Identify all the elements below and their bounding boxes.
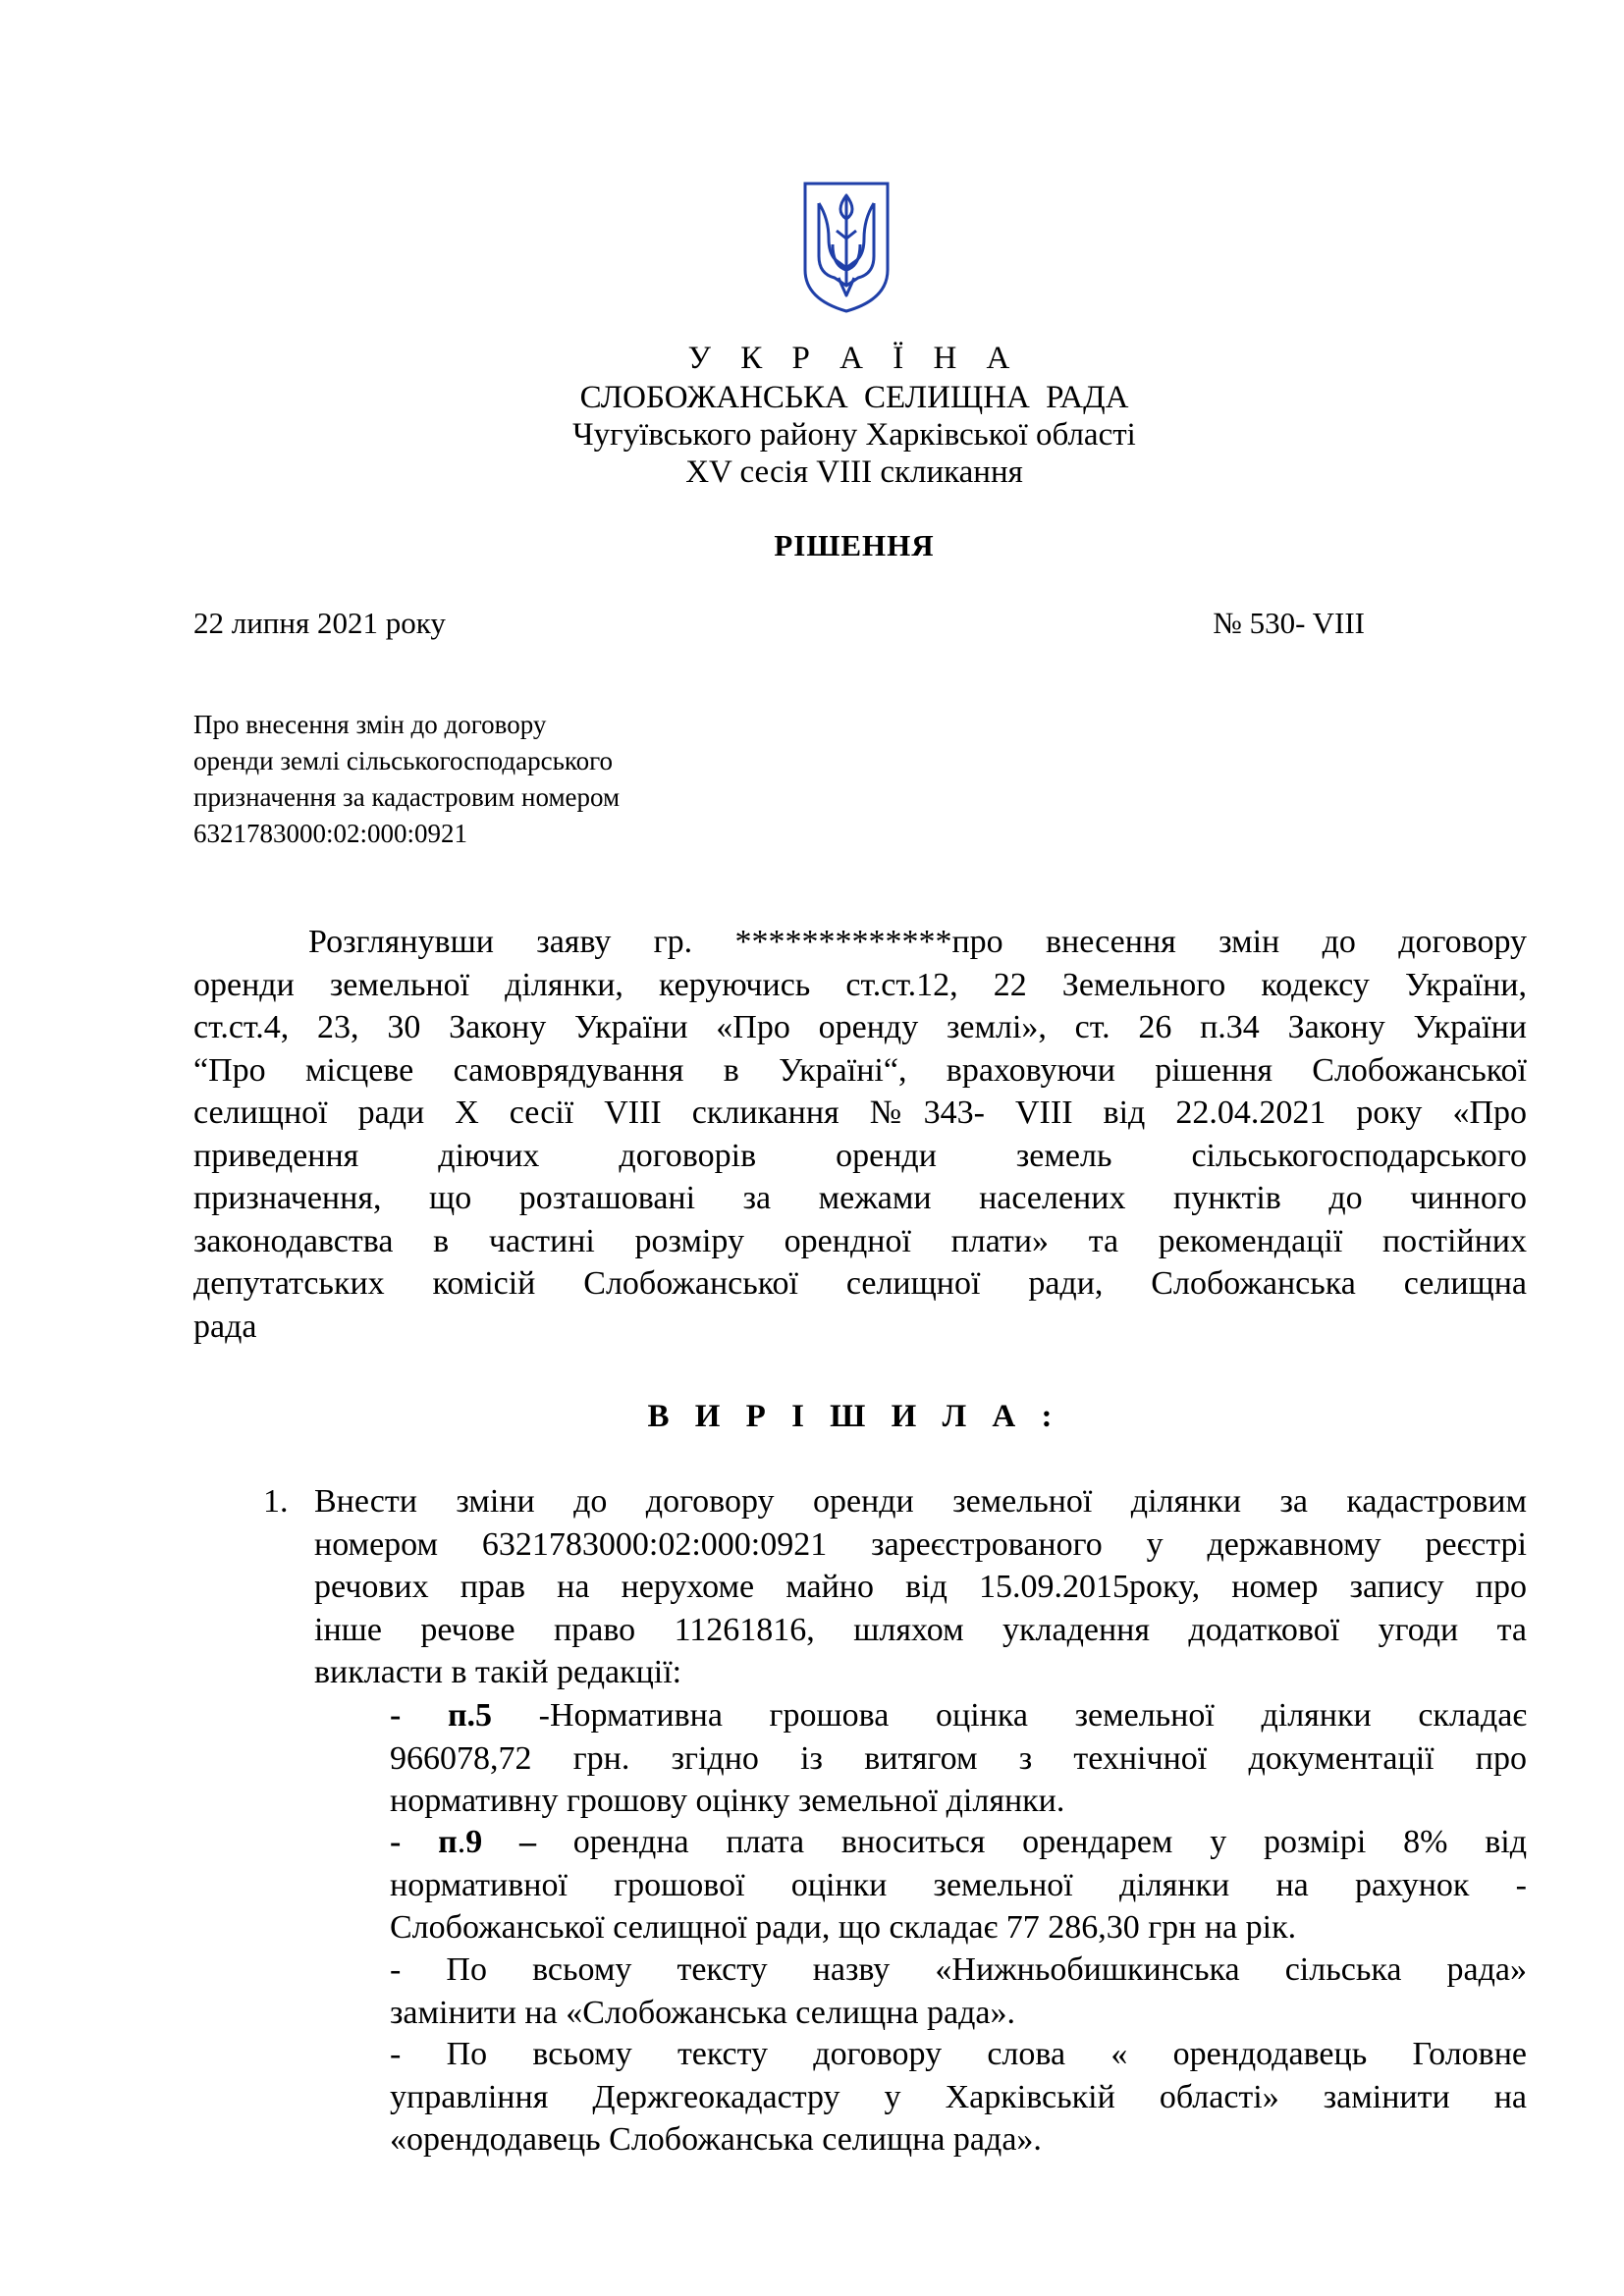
preamble-line: ст.ст.4, 23, 30 Закону України «Про оренду землі», ст. 26 п.34 Закону України	[193, 1009, 1527, 1045]
item-number: 1.	[263, 1483, 289, 1520]
subitem-text: орендна плата вноситься орендарем у розмірі 8% від	[535, 1824, 1527, 1860]
preamble-line: призначення, що розташовані за межами населених пунктів до чинного	[193, 1180, 1527, 1216]
item-line: Внести зміни до договору оренди земельної ділянки за кадастровим	[314, 1483, 1527, 1520]
preamble-line: приведення діючих договорів оренди земель сільськогосподарського	[193, 1137, 1527, 1174]
preamble-line: законодавства в частині розміру орендної плати» та рекомендації постійних	[193, 1222, 1527, 1259]
preamble-line: рада	[193, 1308, 257, 1345]
coat-of-arms-icon	[801, 180, 892, 315]
subitem-line: Слобожанської селищної ради, що складає 77 286,30 грн на рік.	[390, 1909, 1297, 1946]
subject-line: Про внесення змін до договору	[193, 710, 547, 739]
council-heading: СЛОБОЖАНСЬКА СЕЛИЩНА РАДА	[579, 380, 1129, 415]
decision-subject	[193, 707, 783, 852]
decision-date: 22 липня 2021 року	[193, 606, 446, 640]
subject-line: 6321783000:02:000:0921	[193, 819, 468, 848]
session-heading: XV сесія VIII скликання	[685, 454, 1023, 490]
subitem-label: - п	[390, 1824, 458, 1860]
country-heading: У К Р А Ї Н А	[687, 341, 1021, 376]
subitem-p5	[390, 1694, 1527, 1823]
subitem-line: 966078,72 грн. згідно із витягом з технічної документації про	[390, 1739, 1527, 1777]
item-line: інше речове право 11261816, шляхом укладення додаткової угоди та	[314, 1611, 1527, 1648]
subitem-p9	[390, 1821, 1527, 1949]
subitem-rename-lessor	[390, 2033, 1527, 2162]
subitem-line: - По всьому тексту договору слова « орендодавець Головне	[390, 2036, 1527, 2072]
subitem-line: управління Держгеокадастру у Харківській області» замінити на	[390, 2078, 1527, 2115]
preamble-line: депутатських комісій Слобожанської селищної ради, Слобожанська селищна	[193, 1265, 1527, 1302]
subject-line: призначення за кадастровим номером	[193, 782, 621, 812]
decision-number: № 530- VIII	[1213, 606, 1365, 640]
subitem-text: -Нормативна грошова оцінка земельної ділянки складає	[492, 1697, 1527, 1734]
subitem-label-number: 9 –	[465, 1824, 536, 1860]
preamble-line: “Про місцеве самоврядування в Україні“, враховуючи рішення Слобожанської	[193, 1051, 1527, 1089]
preamble-line: оренди земельної ділянки, керуючись ст.ст.12, 22 Земельного кодексу України,	[193, 966, 1527, 1003]
resolution-item	[314, 1480, 1527, 1694]
subitem-rename-council	[390, 1949, 1527, 2034]
resolved-heading: В И Р І Ш И Л А :	[647, 1399, 1061, 1434]
subitem-line: нормативну грошову оцінку земельної ділянки.	[390, 1783, 1065, 1819]
subitem-line: - По всьому тексту назву «Нижньобишкинська сільська рада»	[390, 1951, 1527, 1988]
document-type-heading: РІШЕННЯ	[774, 528, 935, 562]
preamble-line: Розглянувши заяву гр. *************про внесення змін до договору	[308, 924, 1527, 960]
subject-line: оренди землі сільськогосподарського	[193, 746, 614, 775]
subitem-label: - п.5	[390, 1697, 493, 1734]
item-line: речових прав на нерухоме майно від 15.09.2015року, номер запису про	[314, 1569, 1527, 1605]
district-heading: Чугуївського району Харківської області	[572, 417, 1136, 453]
item-line: викласти в такій редакції:	[314, 1654, 682, 1690]
subitem-line	[390, 1821, 1527, 1864]
preamble-line: селищної ради X сесії VIII скликання №343- VIII від 22.04.2021 року «Про	[193, 1095, 1527, 1131]
subitem-line: нормативної грошової оцінки земельної ділянки на рахунок -	[390, 1866, 1527, 1903]
subitem-line: замінити на «Слобожанська селищна рада».	[390, 1994, 1015, 2031]
subitem-label-dot: .	[457, 1824, 466, 1860]
subitem-line: «орендодавець Слобожанська селищна рада».	[390, 2121, 1042, 2158]
item-line: номером 6321783000:02:000:0921 зареєстрованого у державному реєстрі	[314, 1525, 1527, 1563]
subitem-line	[390, 1694, 1527, 1737]
preamble-paragraph	[193, 921, 1527, 1348]
